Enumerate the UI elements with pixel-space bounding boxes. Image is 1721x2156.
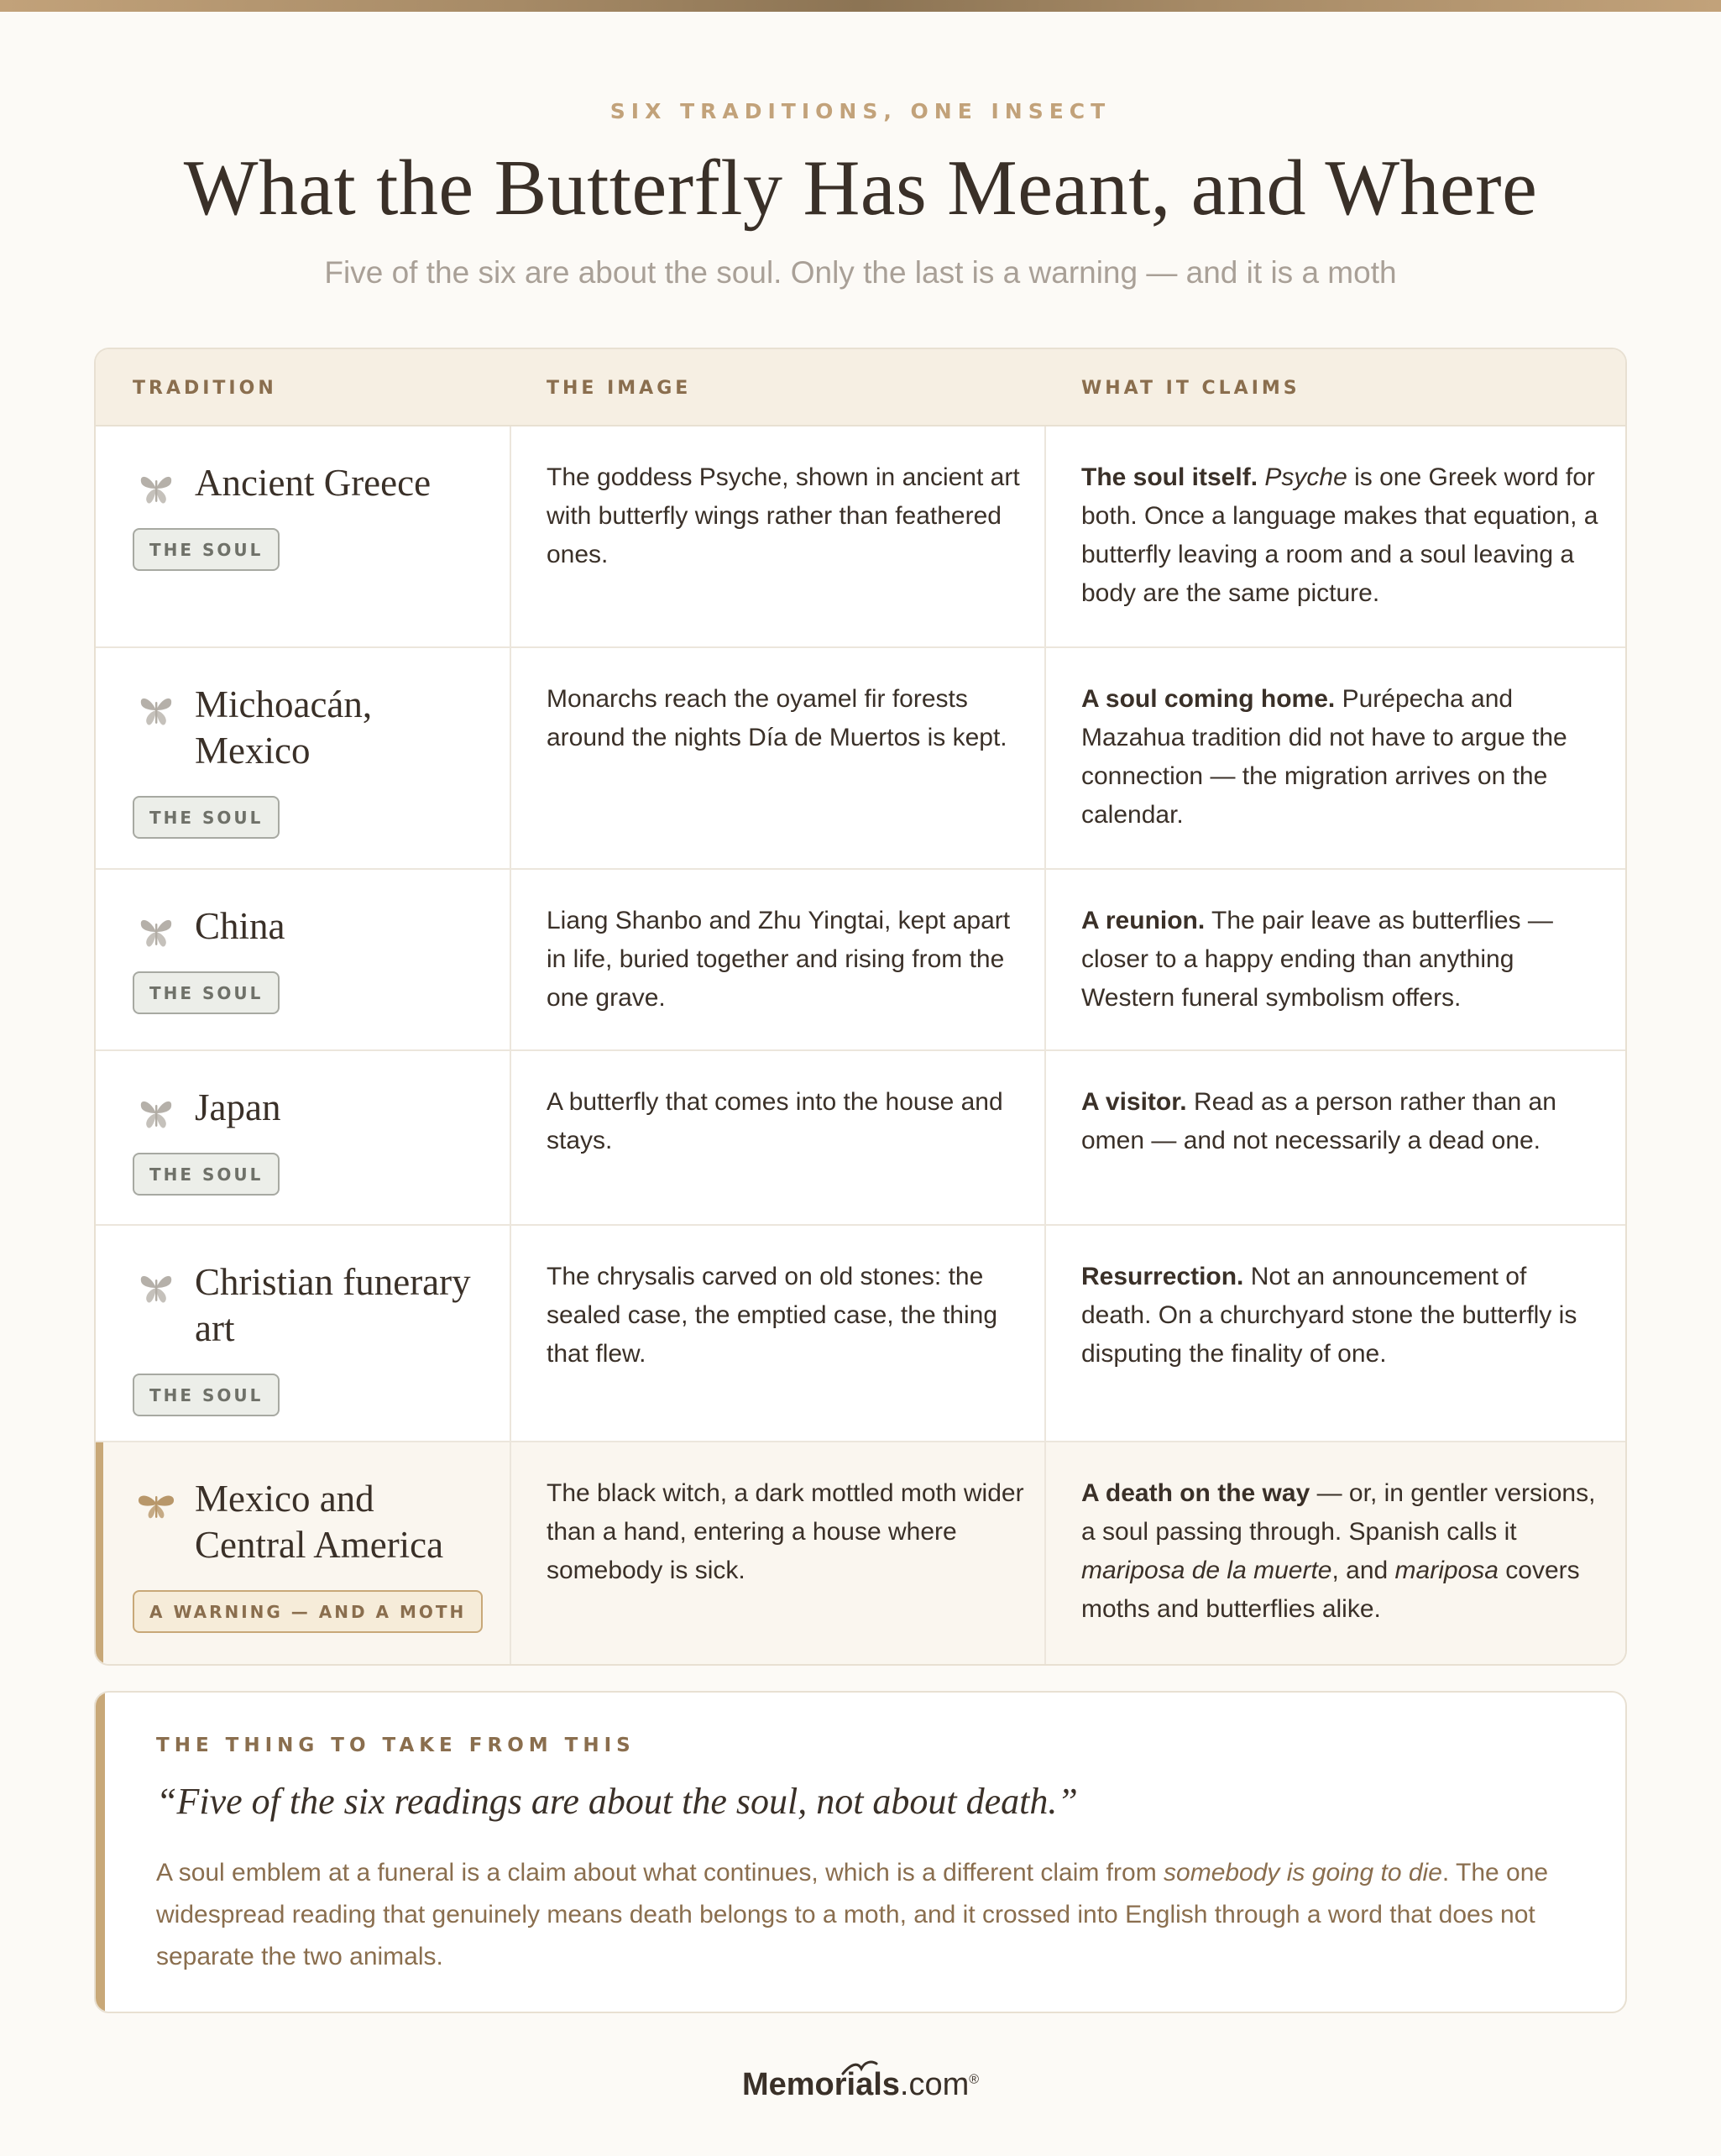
table-row-warning — [96, 1442, 1625, 1666]
page-eyebrow: SIX TRADITIONS, ONE INSECT — [609, 99, 1112, 123]
butterfly-icon — [136, 690, 176, 730]
warning-badge: A WARNING — AND A MOTH — [133, 1590, 483, 1633]
table-row — [96, 1226, 1625, 1442]
callout-text: . The one widespread reading that genuinely means death belongs to a moth, and it crossed into English through a word that does not separate the two animals. — [156, 1859, 1549, 1970]
column-divider — [510, 426, 511, 1664]
column-header-claims: WHAT IT CLAIMS — [1081, 378, 1300, 399]
claim-lead: A visitor. — [1081, 1088, 1187, 1116]
tradition-cell — [133, 903, 485, 1014]
claim-lead: A soul coming home. — [1081, 685, 1336, 713]
tradition-name: Michoacán, Mexico — [195, 683, 373, 772]
butterfly-icon — [136, 1268, 176, 1308]
claim-cell — [1081, 1474, 1602, 1629]
tradition-name: Japan — [195, 1086, 281, 1128]
claim-lead: Resurrection. — [1081, 1263, 1244, 1290]
claim-cell — [1081, 680, 1602, 835]
image-cell: Monarchs reach the oyamel fir forests around the nights Día de Muertos is kept. — [547, 685, 1007, 751]
claim-italic: mariposa de la muerte — [1081, 1557, 1332, 1584]
claim-text: Not an announcement of death. On a churchyard stone the butterfly is disputing the finality of one. — [1081, 1263, 1577, 1368]
callout-italic: somebody is going to die — [1164, 1859, 1442, 1886]
image-cell: The black witch, a dark mottled moth wider than a hand, entering a house where somebody is sick. — [547, 1479, 1024, 1584]
page-subtitle: Five of the six are about the soul. Only the last is a warning — and it is a moth — [324, 255, 1397, 290]
column-header-tradition: TRADITION — [133, 378, 277, 399]
soul-badge: THE SOUL — [133, 971, 280, 1014]
claim-text: , and — [1331, 1557, 1395, 1584]
image-cell: The goddess Psyche, shown in ancient art with butterfly wings rather than feathered ones. — [547, 463, 1020, 568]
callout-eyebrow: THE THING TO TAKE FROM THIS — [156, 1735, 636, 1756]
image-cell: A butterfly that comes into the house and stays. — [547, 1088, 1003, 1154]
claim-cell — [1081, 1083, 1602, 1160]
traditions-table — [94, 348, 1627, 1666]
tradition-cell — [133, 1476, 485, 1633]
top-accent-bar — [0, 0, 1721, 12]
table-row — [96, 426, 1625, 648]
tradition-cell — [133, 1259, 485, 1416]
claim-cell — [1081, 902, 1602, 1018]
table-header — [96, 349, 1625, 426]
column-divider — [1044, 426, 1046, 1664]
soul-badge: THE SOUL — [133, 796, 280, 839]
page-title: What the Butterfly Has Meant, and Where — [183, 144, 1538, 232]
claim-lead: The soul itself. — [1081, 463, 1258, 491]
claim-cell — [1081, 458, 1602, 613]
tradition-name: Christian funerary art — [195, 1261, 471, 1349]
tradition-cell — [133, 682, 485, 839]
logo-registered: ® — [969, 2072, 980, 2087]
table-row — [96, 648, 1625, 870]
column-header-image: THE IMAGE — [547, 378, 692, 399]
butterfly-icon — [136, 1093, 176, 1133]
claim-text: Read as a person rather than an omen — and not necessarily a dead one. — [1081, 1088, 1556, 1154]
claim-lead: A death on the way — [1081, 1479, 1310, 1507]
claim-italic: Psyche — [1264, 463, 1347, 491]
claim-text: is one Greek word for both. Once a language makes that equation, a butterfly leaving a room and a soul leaving a body are the same picture. — [1081, 463, 1598, 607]
logo-tld: .com — [899, 2067, 970, 2102]
tradition-name: Ancient Greece — [195, 462, 432, 504]
image-cell: Liang Shanbo and Zhu Yingtai, kept apart in life, buried together and rising from the one grave. — [547, 907, 1011, 1012]
butterfly-icon — [136, 912, 176, 952]
tradition-name: Mexico and Central America — [195, 1478, 444, 1566]
claim-lead: A reunion. — [1081, 907, 1206, 934]
claim-cell — [1081, 1258, 1602, 1374]
claim-text: covers moths and butterflies alike. — [1081, 1557, 1580, 1623]
claim-text: The pair leave as butterflies — closer to a happy ending than anything Western funeral symbolism offers. — [1081, 907, 1553, 1012]
claim-italic: mariposa — [1394, 1557, 1499, 1584]
image-cell: The chrysalis carved on old stones: the sealed case, the emptied case, the thing that flew. — [547, 1263, 998, 1368]
logo-brand: Memorials — [741, 2067, 900, 2102]
claim-text: — or, in gentler versions, a soul passing through. Spanish calls it — [1081, 1479, 1596, 1546]
tradition-name: China — [195, 905, 285, 947]
tradition-cell — [133, 460, 485, 571]
soul-badge: THE SOUL — [133, 1374, 280, 1416]
claim-text: Purépecha and Mazahua tradition did not have to argue the connection — the migration arrives on the calendar. — [1081, 685, 1567, 829]
tradition-cell — [133, 1085, 485, 1196]
soul-badge: THE SOUL — [133, 528, 280, 571]
table-row — [96, 1051, 1625, 1226]
callout-body — [156, 1852, 1583, 1978]
moth-icon — [136, 1484, 176, 1525]
callout-text: A soul emblem at a funeral is a claim about what continues, which is a different claim from — [156, 1859, 1164, 1886]
takeaway-callout — [94, 1691, 1627, 2013]
soul-badge: THE SOUL — [133, 1153, 280, 1196]
table-row — [96, 870, 1625, 1051]
memorials-logo[interactable] — [0, 2067, 1721, 2103]
callout-quote: “Five of the six readings are about the soul, not about death.” — [156, 1781, 1078, 1822]
butterfly-icon — [136, 468, 176, 509]
